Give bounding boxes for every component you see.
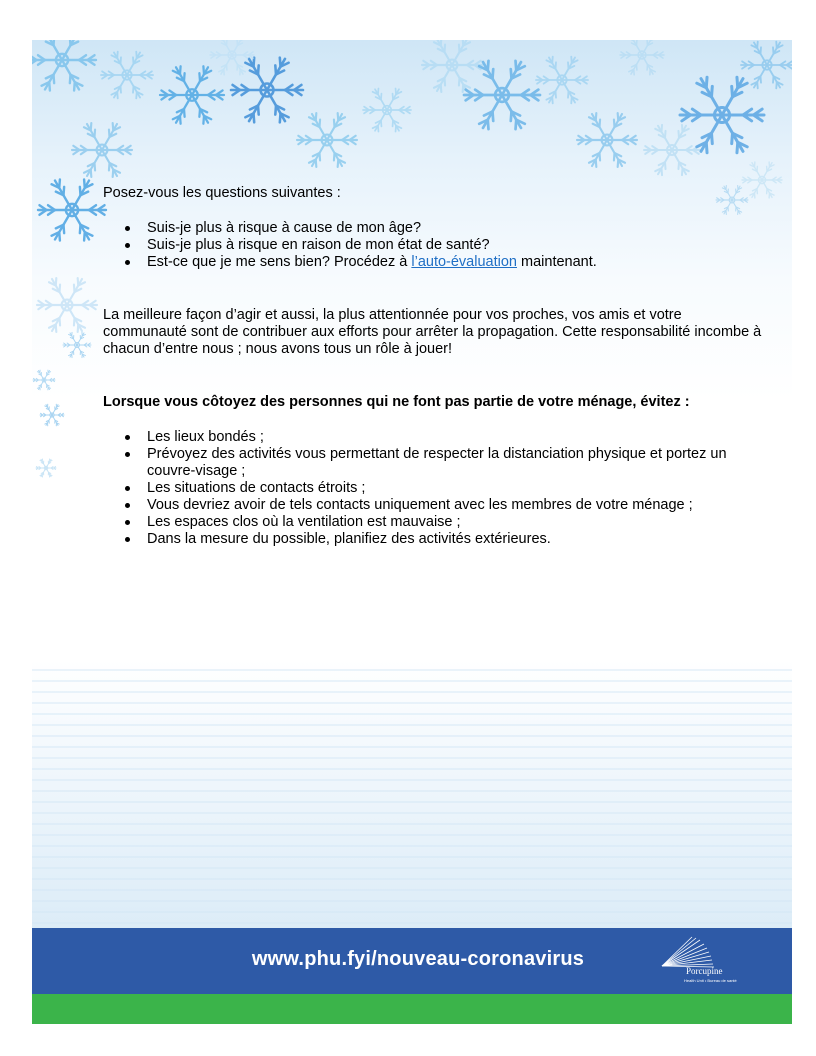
- snowflake-icon: [36, 459, 56, 477]
- footer-banner: [32, 928, 792, 994]
- snowflake-icon: [37, 278, 97, 332]
- snowflake-icon: [210, 40, 254, 75]
- self-assessment-link[interactable]: l’auto-évaluation: [411, 254, 517, 270]
- list-item: Vous devriez avoir de tels contacts uniquement avec les membres de votre ménage ;: [103, 497, 763, 514]
- q3-before: Est-ce que je me sens bien? Procédez à: [147, 254, 412, 270]
- snowflake-icon: [101, 52, 153, 99]
- list-item: Les lieux bondés ;: [103, 429, 763, 446]
- snowflake-icon: [741, 42, 792, 89]
- logo-tagline: Health Unit • Bureau de santé: [684, 978, 737, 983]
- snowflake-icon: [620, 40, 664, 75]
- list-item: Prévoyez des activités vous permettant de respecter la distanciation physique et portez un couvre-visage ;: [103, 446, 763, 480]
- snowflake-icon: [680, 77, 764, 152]
- avoid-list: [103, 429, 763, 548]
- snowflake-icon: [464, 61, 540, 129]
- snowflake-icon: [38, 179, 106, 240]
- snowflake-icon: [33, 370, 55, 390]
- snowflake-icon: [72, 123, 132, 177]
- snowflake-icon: [63, 332, 91, 357]
- snowflake-icon: [644, 125, 700, 175]
- snowflake-icon: [577, 113, 637, 167]
- document-body: [103, 185, 763, 548]
- snowflake-icon: [32, 40, 96, 91]
- porcupine-logo: [656, 936, 756, 988]
- background-stripes: [32, 660, 792, 928]
- list-item: Suis-je plus à risque à cause de mon âge?: [103, 220, 763, 237]
- snowflake-icon: [363, 88, 411, 131]
- snowflake-icon: [297, 113, 357, 167]
- logo-name: Porcupine: [686, 966, 723, 976]
- list-item: Les espaces clos où la ventilation est mauvaise ;: [103, 514, 763, 531]
- footer-url: www.phu.fyi/nouveau-coronavirus: [251, 948, 585, 970]
- responsibility-paragraph: La meilleure façon d’agir et aussi, la plus attentionnée pour vos proches, vos amis et votre communauté sont de contribuer aux efforts pour arrêter la propagation. Cette responsabilité incombe à chacun d’entre nous ; nous avons tous un rôle à jouer!: [103, 307, 762, 357]
- q3-after: maintenant.: [516, 254, 597, 270]
- snowflake-icon: [536, 57, 588, 104]
- avoid-heading: Lorsque vous côtoyez des personnes qui ne font pas partie de votre ménage, évitez :: [103, 394, 690, 410]
- snowflake-icon: [422, 40, 482, 92]
- snowflake-icon: [160, 66, 224, 124]
- intro-text: Posez-vous les questions suivantes :: [103, 185, 341, 201]
- list-item: [103, 254, 763, 271]
- question-list: [103, 220, 763, 271]
- porcupine-quills-icon: [656, 936, 756, 970]
- snowflake-icon: [40, 404, 64, 426]
- list-item: Dans la mesure du possible, planifiez des activités extérieures.: [103, 531, 763, 548]
- document-page: [32, 40, 792, 1024]
- list-item: Les situations de contacts étroits ;: [103, 480, 763, 497]
- footer-green-band: [32, 994, 792, 1024]
- list-item: Suis-je plus à risque en raison de mon état de santé?: [103, 237, 763, 254]
